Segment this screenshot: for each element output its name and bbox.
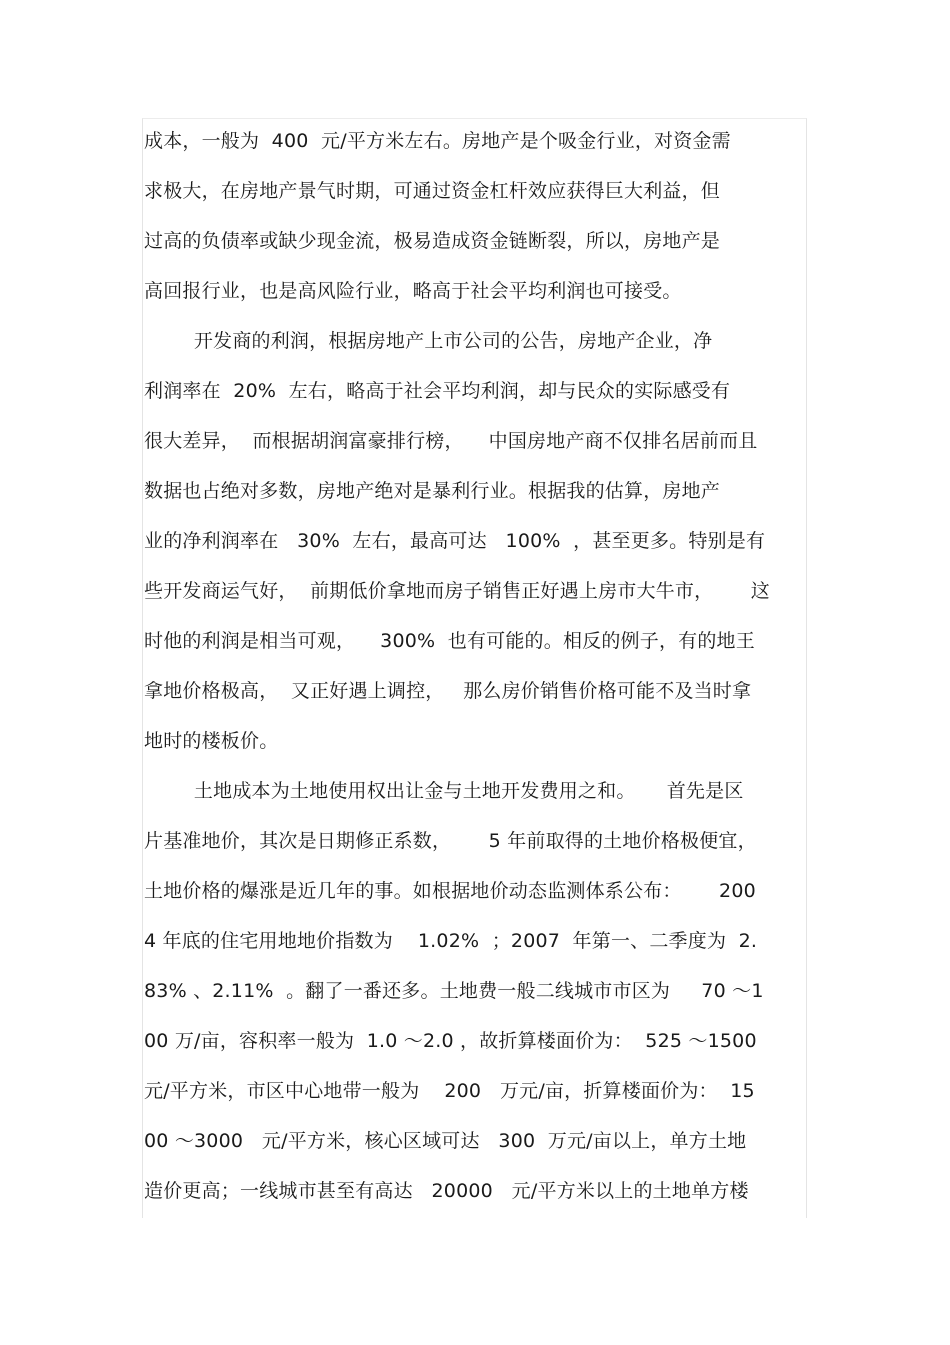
text-line: 片基准地价，其次是日期修正系数， 5 年前取得的土地价格极便宜， [144,830,757,852]
text-line: 地时的楼板价。 [144,730,279,752]
text-line: 利润率在 20% 左右，略高于社会平均利润，却与民众的实际感受有 [144,380,731,402]
text-line: 83% 、2.11% 。翻了一番还多。土地费一般二线城市市区为 70 ～1 [144,980,764,1002]
text-line: 拿地价格极高， 又正好遇上调控， 那么房价销售价格可能不及当时拿 [144,680,752,702]
text-line: 求极大，在房地产景气时期，可通过资金杠杆效应获得巨大利益，但 [144,180,721,202]
text-line: 时他的利润是相当可观， 300% 也有可能的。相反的例子，有的地王 [144,630,755,652]
text-line: 4 年底的住宅用地地价指数为 1.02% ；2007 年第一、二季度为 2. [144,930,758,952]
text-line: 过高的负债率或缺少现金流，极易造成资金链断裂，所以，房地产是 [144,230,721,252]
text-line: 数据也占绝对多数，房地产绝对是暴利行业。根据我的估算，房地产 [144,480,721,502]
document-body [144,116,808,1216]
text-line: 高回报行业，也是高风险行业，略高于社会平均利润也可接受。 [144,280,682,302]
text-line: 元/平方米，市区中心地带一般为 200 万元/亩，折算楼面价为： 15 [144,1080,755,1102]
text-line: 土地成本为土地使用权出让金与土地开发费用之和。 首先是区 [144,780,744,802]
text-line: 成本，一般为 400 元/平方米左右。房地产是个吸金行业，对资金需 [144,130,731,152]
text-line: 土地价格的爆涨是近几年的事。如根据地价动态监测体系公布： 200 [144,880,756,902]
text-line: 造价更高；一线城市甚至有高达 20000 元/平方米以上的土地单方楼 [144,1180,749,1202]
text-line: 开发商的利润，根据房地产上市公司的公告，房地产企业，净 [144,330,713,352]
text-line: 00 万/亩，容积率一般为 1.0 ～2.0 ，故折算楼面价为： 525 ～1500 [144,1030,757,1052]
text-line: 业的净利润率在 30% 左右，最高可达 100% ，甚至更多。特别是有 [144,530,766,552]
text-line: 00 ～3000 元/平方米，核心区域可达 300 万元/亩以上，单方土地 [144,1130,747,1152]
text-line: 些开发商运气好， 前期低价拿地而房子销售正好遇上房市大牛市， 这 [144,580,770,602]
text-line: 很大差异， 而根据胡润富豪排行榜， 中国房地产商不仅排名居前而且 [144,430,758,452]
